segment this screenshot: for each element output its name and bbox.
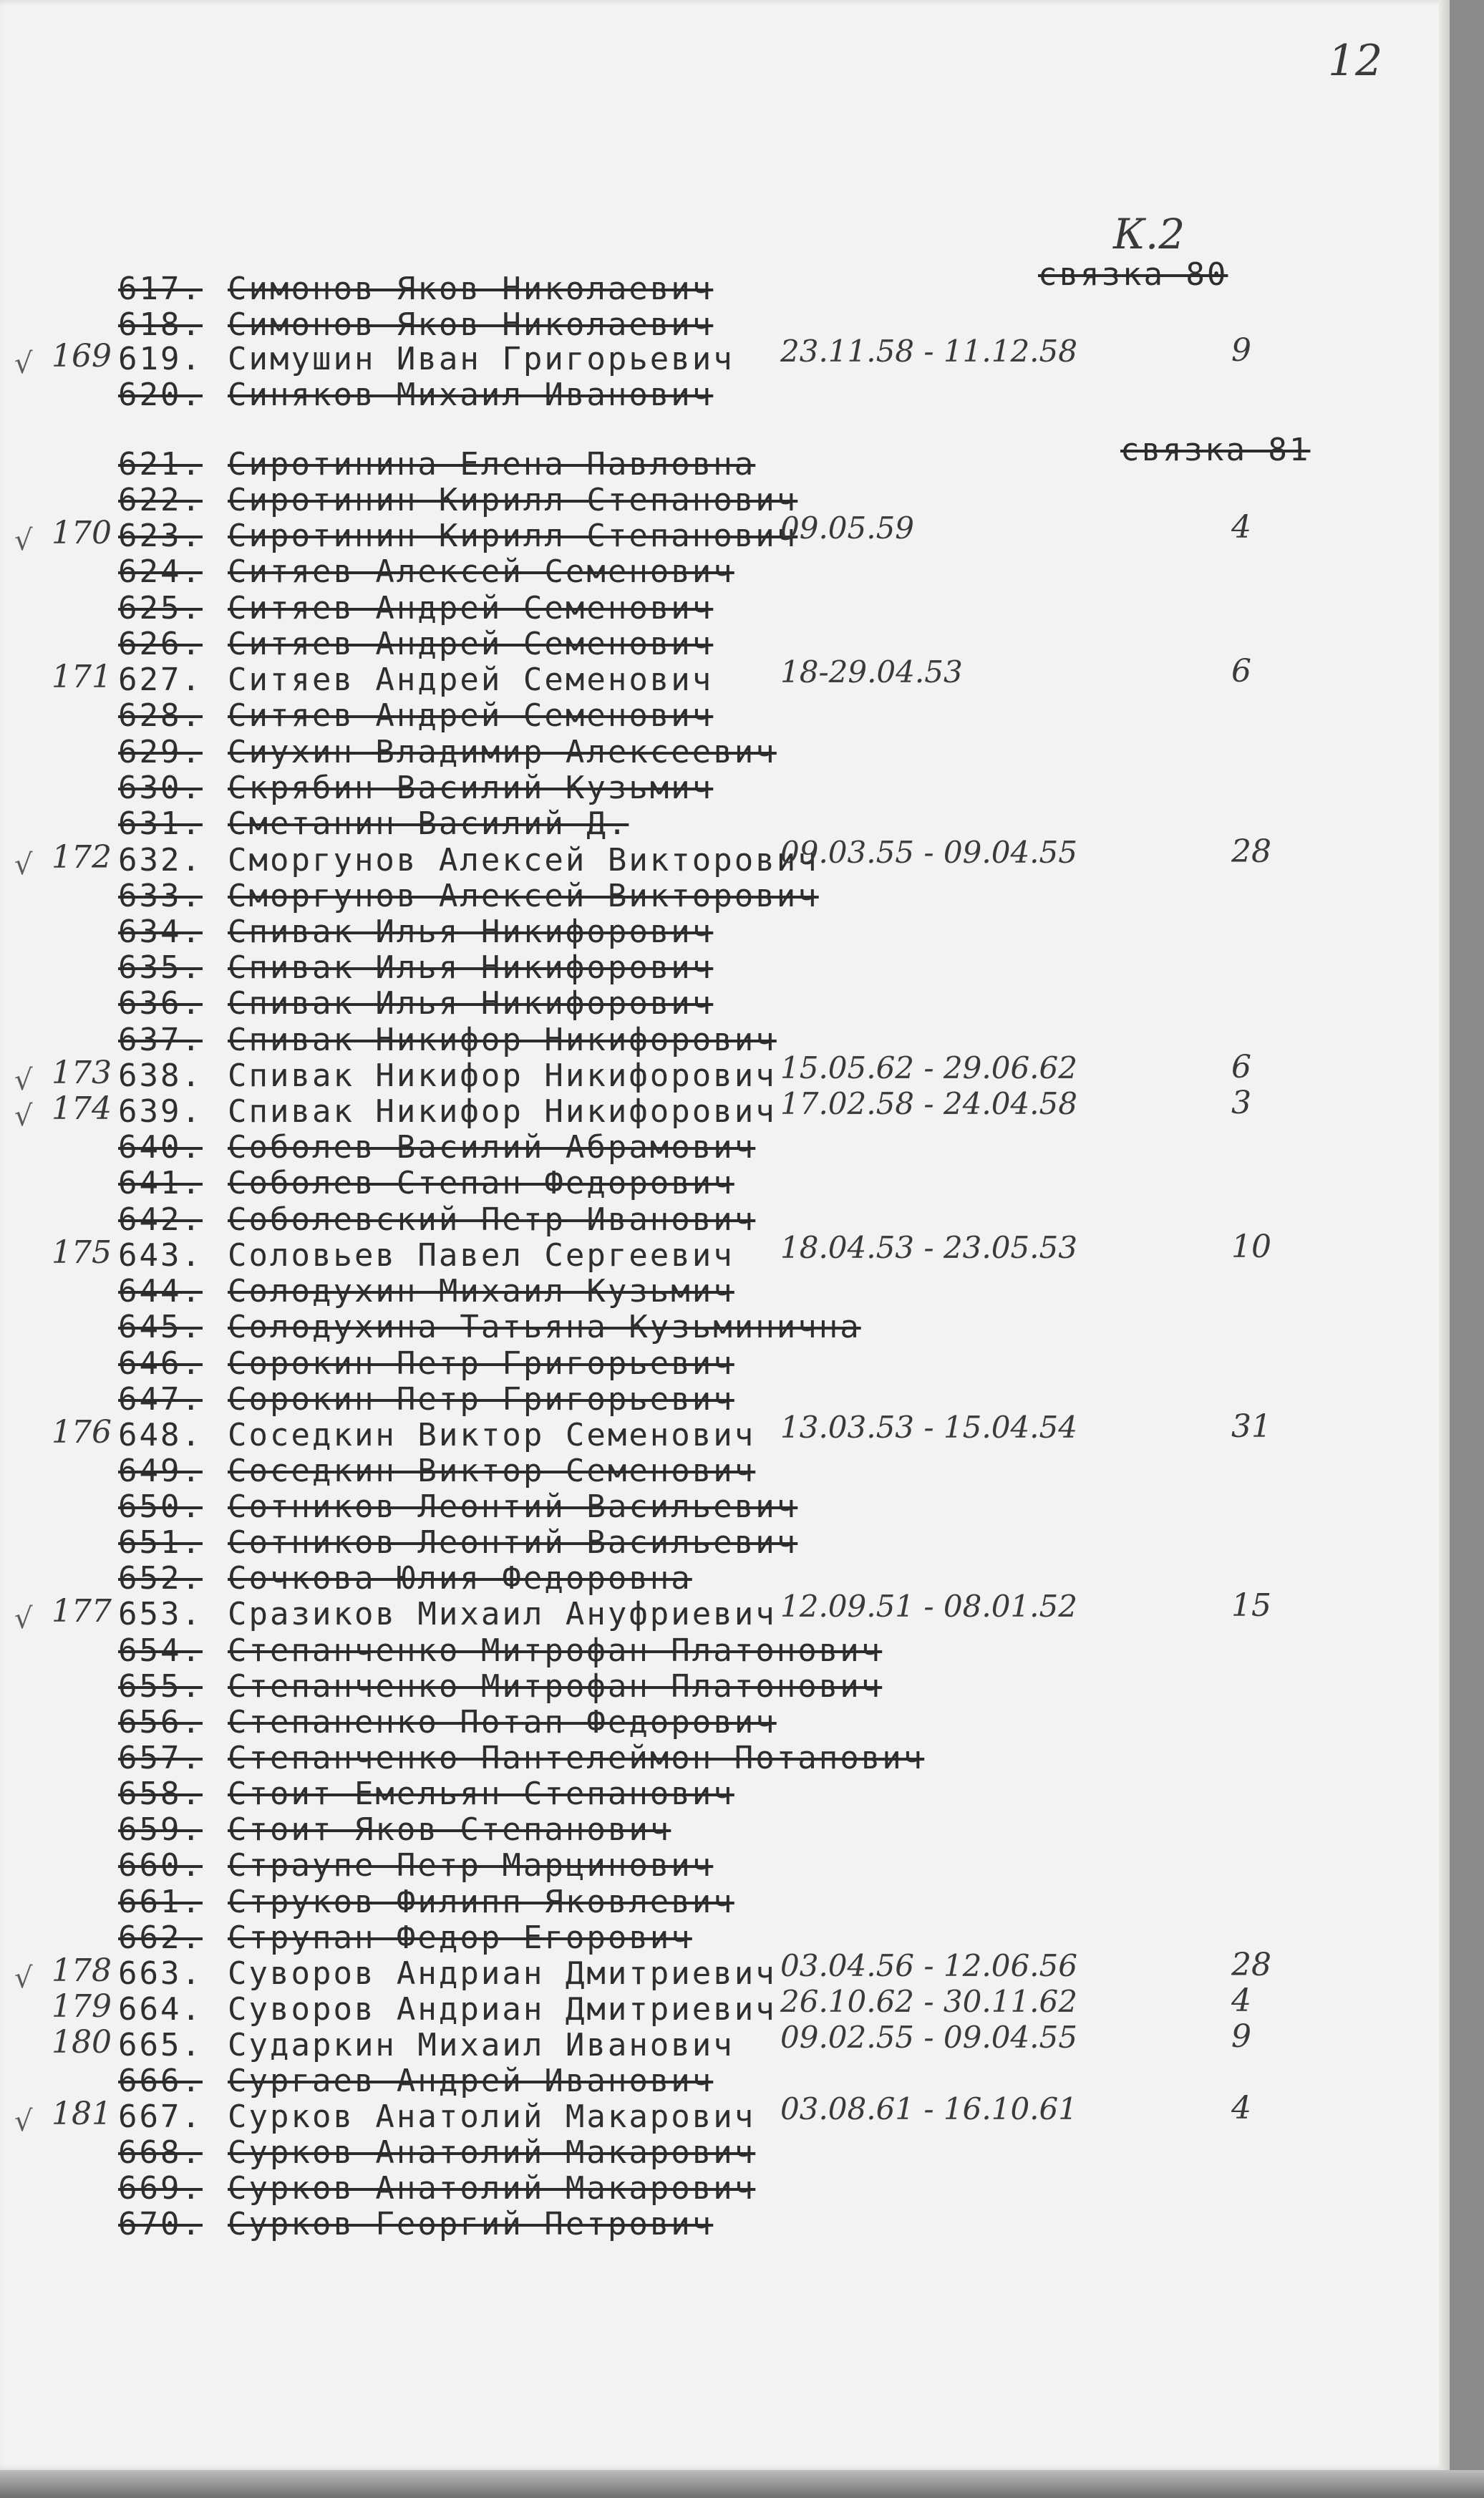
entry-name: Спивак Никифор Никифорович [228,1022,777,1058]
entry-sequence-number: 173 [52,1055,112,1091]
entry-number: 625. [118,590,203,626]
entry-sheet-count: 4 [1231,1983,1251,2019]
entry-name: Сморгунов Алексей Викторович [228,878,819,914]
entry-number: 660. [118,1847,203,1884]
entry-name: Симушин Иван Григорьевич [228,341,734,377]
entry-name: Сиротинин Кирилл Степанович [228,518,798,554]
entry-number: 642. [118,1201,203,1238]
entry-dates: 23.11.58 - 11.12.58 [780,334,1077,369]
entry-number: 662. [118,1920,203,1956]
entry-number: 637. [118,1022,203,1058]
entry-sheet-count: 6 [1231,653,1251,689]
entry-sheet-count: 9 [1231,2018,1251,2055]
entry-number: 646. [118,1345,203,1382]
entry-name: Соболевский Петр Иванович [228,1201,756,1238]
entry-number: 617. [118,271,203,307]
entry-number: 624. [118,553,203,590]
entry-number: 620. [118,377,203,413]
entry-number: 654. [118,1632,203,1669]
entry-dates: 18.04.53 - 23.05.53 [780,1230,1077,1265]
entry-sheet-count: 6 [1231,1049,1251,1085]
entry-name: Симонов Яков Николаевич [228,271,714,307]
entry-sheet-count: 28 [1231,1947,1271,1983]
entry-name: Сморгунов Алексей Викторович [228,842,819,878]
check-mark-icon: √ [14,347,33,380]
entry-number: 663. [118,1955,203,1992]
entry-name: Сразиков Михаил Ануфриевич [228,1596,777,1632]
entry-number: 628. [118,697,203,734]
entry-number: 622. [118,482,203,518]
entry-number: 667. [118,2098,203,2135]
entry-name: Соседкин Виктор Семенович [228,1453,756,1489]
entry-name: Синяков Михаил Иванович [228,377,714,413]
entry-number: 652. [118,1560,203,1597]
entry-name: Соболев Василий Абрамович [228,1129,756,1166]
entry-name: Спивак Илья Никифорович [228,985,714,1022]
entry-number: 661. [118,1884,203,1920]
entry-number: 669. [118,2170,203,2207]
entry-number: 650. [118,1488,203,1525]
entry-number: 655. [118,1668,203,1705]
box-label: К.2 [1113,210,1185,258]
entry-name: Сургаев Андрей Иванович [228,2063,714,2099]
entry-sequence-number: 180 [52,2024,112,2061]
entry-name: Струков Филипп Яковлевич [228,1884,734,1920]
entry-number: 621. [118,446,203,483]
check-mark-icon: √ [14,1100,33,1133]
entry-number: 634. [118,914,203,950]
entry-sheet-count: 10 [1231,1229,1271,1265]
entry-sequence-number: 170 [52,515,112,551]
entry-number: 641. [118,1165,203,1201]
entry-sequence-number: 181 [52,2096,112,2132]
entry-dates: 09.02.55 - 09.04.55 [780,2020,1077,2055]
entry-name: Ситяев Андрей Семенович [228,662,714,698]
entry-name: Сурков Георгий Петрович [228,2206,714,2242]
entry-dates: 09.05.59 [780,510,915,546]
entry-dates: 18-29.04.53 [780,654,963,689]
entry-number: 635. [118,949,203,986]
entry-number: 633. [118,878,203,914]
scan-bottom-edge [0,2470,1484,2498]
entry-sequence-number: 177 [52,1593,112,1630]
entry-dates: 17.02.58 - 24.04.58 [780,1086,1077,1121]
entry-name: Сотников Леонтий Васильевич [228,1524,798,1561]
entry-number: 666. [118,2063,203,2099]
entry-sequence-number: 178 [52,1952,112,1989]
entry-name: Спивак Илья Никифорович [228,949,714,986]
entry-name: Скрябин Василий Кузьмич [228,770,714,806]
entry-sequence-number: 172 [52,839,112,876]
entry-name: Сиротинина Елена Павловна [228,446,756,483]
entry-number: 632. [118,842,203,878]
entry-sheet-count: 4 [1231,509,1251,546]
entry-number: 664. [118,1991,203,2028]
bundle-label-81: связка 81 [1120,432,1311,468]
entry-number: 636. [118,985,203,1022]
check-mark-icon: √ [14,1064,33,1097]
entry-number: 618. [118,306,203,343]
entry-name: Ситяев Андрей Семенович [228,697,714,734]
entry-name: Сотников Леонтий Васильевич [228,1488,798,1525]
entry-number: 647. [118,1381,203,1418]
entry-name: Солодухин Михаил Кузьмич [228,1273,734,1309]
entry-name: Сорокин Петр Григорьевич [228,1345,734,1382]
entry-name: Сурков Анатолий Макарович [228,2098,756,2135]
entry-number: 658. [118,1776,203,1812]
entry-sheet-count: 9 [1231,332,1251,369]
entry-name: Симонов Яков Николаевич [228,306,714,343]
entry-name: Ситяев Андрей Семенович [228,626,714,662]
entry-name: Спивак Никифор Никифорович [228,1093,777,1130]
entry-number: 665. [118,2027,203,2063]
entry-name: Спивак Илья Никифорович [228,914,714,950]
entry-number: 639. [118,1093,203,1130]
entry-name: Соловьев Павел Сергеевич [228,1237,734,1274]
entry-number: 648. [118,1417,203,1453]
entry-dates: 09.03.55 - 09.04.55 [780,835,1077,870]
page-number: 12 [1328,36,1383,86]
entry-dates: 26.10.62 - 30.11.62 [780,1984,1077,2019]
entry-name: Ситяев Андрей Семенович [228,590,714,626]
entry-dates: 15.05.62 - 29.06.62 [780,1050,1077,1085]
entry-number: 649. [118,1453,203,1489]
check-mark-icon: √ [14,524,33,557]
check-mark-icon: √ [14,1962,33,1995]
entry-sheet-count: 15 [1231,1587,1271,1624]
entry-name: Степанченко Митрофан Платонович [228,1668,883,1705]
entry-name: Сочкова Юлия Федоровна [228,1560,692,1597]
entry-name: Ситяев Алексей Семенович [228,553,734,590]
entry-number: 657. [118,1740,203,1776]
entry-name: Сиухин Владимир Алексеевич [228,734,777,770]
entry-name: Сурков Анатолий Макарович [228,2170,756,2207]
entry-number: 630. [118,770,203,806]
entry-sequence-number: 174 [52,1090,112,1127]
check-mark-icon: √ [14,2105,33,2138]
entry-name: Степаненко Потап Федорович [228,1704,777,1741]
entry-sheet-count: 28 [1231,833,1271,870]
entry-name: Сорокин Петр Григорьевич [228,1381,734,1418]
entry-name: Суворов Андриан Дмитриевич [228,1955,777,1992]
entry-name: Степанченко Митрофан Платонович [228,1632,883,1669]
entry-sequence-number: 169 [52,338,112,374]
entry-dates: 03.08.61 - 16.10.61 [780,2091,1077,2126]
entry-number: 629. [118,734,203,770]
entry-number: 627. [118,662,203,698]
entry-number: 668. [118,2134,203,2171]
entry-sequence-number: 175 [52,1234,112,1271]
entry-number: 656. [118,1704,203,1741]
entry-number: 640. [118,1129,203,1166]
entry-sheet-count: 31 [1231,1408,1271,1445]
entry-number: 644. [118,1273,203,1309]
entry-number: 645. [118,1309,203,1345]
bundle-label-80: связка 80 [1038,256,1228,293]
entry-number: 626. [118,626,203,662]
entry-sheet-count: 4 [1231,2090,1251,2126]
entry-name: Сурков Анатолий Макарович [228,2134,756,2171]
entry-number: 638. [118,1057,203,1094]
entry-name: Страупе Петр Марцинович [228,1847,714,1884]
entry-name: Солодухина Татьяна Кузьминична [228,1309,861,1345]
entry-dates: 13.03.53 - 15.04.54 [780,1410,1077,1445]
entry-sequence-number: 171 [52,659,112,695]
entry-dates: 03.04.56 - 12.06.56 [780,1948,1077,1983]
entry-name: Стоит Емельян Степанович [228,1776,734,1812]
entry-name: Струпан Федор Егорович [228,1920,692,1956]
entry-number: 631. [118,805,203,842]
entry-name: Спивак Никифор Никифорович [228,1057,777,1094]
entry-name: Сударкин Михаил Иванович [228,2027,734,2063]
entry-sequence-number: 176 [52,1414,112,1451]
entry-number: 670. [118,2206,203,2242]
entry-sequence-number: 179 [52,1988,112,2025]
entry-number: 643. [118,1237,203,1274]
check-mark-icon: √ [14,1602,33,1635]
entry-name: Соболев Степан Федорович [228,1165,734,1201]
entry-name: Сиротинин Кирилл Степанович [228,482,798,518]
entry-sheet-count: 3 [1231,1085,1251,1121]
entry-number: 623. [118,518,203,554]
entry-number: 651. [118,1524,203,1561]
entry-name: Стоит Яков Степанович [228,1811,671,1848]
entry-number: 659. [118,1811,203,1848]
entry-name: Соседкин Виктор Семенович [228,1417,756,1453]
entry-number: 619. [118,341,203,377]
check-mark-icon: √ [14,848,33,881]
entry-name: Сметанин Василий Д. [228,805,629,842]
entry-number: 653. [118,1596,203,1632]
entry-name: Степанченко Пантелеймон Потапович [228,1740,925,1776]
entry-dates: 12.09.51 - 08.01.52 [780,1589,1077,1624]
page-edge [1439,0,1450,2470]
entry-name: Суворов Андриан Дмитриевич [228,1991,777,2028]
